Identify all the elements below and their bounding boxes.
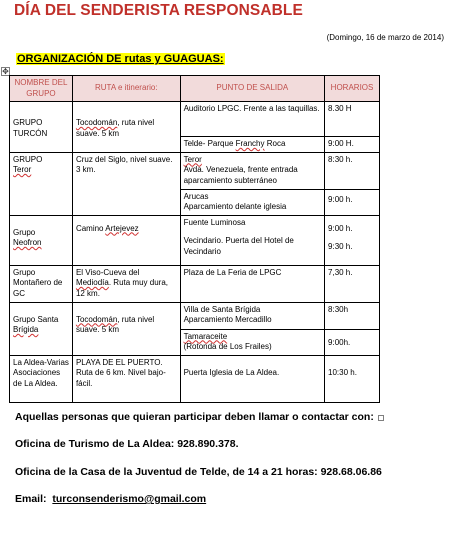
cell-time: 8.30 H [325,102,380,137]
table-resize-handle[interactable] [378,415,384,421]
cell-departure: Auditorio LPGC. Frente a las taquillas. [180,102,324,137]
cell-departure: Villa de Santa Brígida Aparcamiento Mercadillo [180,302,324,329]
cell-time: 8:30h [325,302,380,329]
cell-time: 9:00 h. 9:30 h. [325,215,380,265]
cell-route: Tocodomán, ruta nivel suave. 5 km [72,302,180,355]
header-group: NOMBRE DEL GRUPO [10,76,73,102]
cell-departure: Tamaraceite (Rotonda de Los Frailes) [180,329,324,355]
contact-tourism-office: Oficina de Turismo de La Aldea: 928.890.378. [15,438,239,450]
cell-group: GRUPO Teror [10,152,73,215]
cell-time: 9:00 h. [325,189,380,215]
cell-departure: Plaza de La Feria de LPGC [180,265,324,302]
contact-youth-house: Oficina de la Casa de la Juventud de Telde, de 14 a 21 horas: 928.68.06.86 [15,466,382,478]
table-row [10,215,380,265]
cell-departure: Fuente Luminosa Vecindario. Puerta del Hotel de Vecindario [180,215,324,265]
cell-departure: Arucas Aparcamiento delante iglesia [180,189,324,215]
cell-group: Grupo Montañero de GC [10,265,73,302]
document-title: DÍA DEL SENDERISTA RESPONSABLE [14,2,303,19]
table-row [10,355,380,402]
table-row [10,102,380,137]
contact-email [15,493,206,505]
table-move-handle-icon[interactable]: ✥ [2,67,9,76]
cell-route: Camino Artejevez [72,215,180,265]
cell-time: 10:30 h. [325,355,380,402]
header-times: HORARIOS [325,76,380,102]
header-departure: PUNTO DE SALIDA [180,76,324,102]
cell-departure: Puerta Iglesia de La Aldea. [180,355,324,402]
table-row [10,152,380,189]
email-link[interactable]: turconsenderismo@gmail.com [52,493,207,505]
organization-heading: ORGANIZACIÓN DE rutas y GUAGUAS: [17,53,224,65]
contact-intro: Aquellas personas que quieran participar deben llamar o contactar con: [15,411,374,423]
cell-time: 9:00 H. [325,137,380,153]
schedule-table [9,75,380,403]
cell-time: 9:00h. [325,329,380,355]
header-route: RUTA e itinerario: [72,76,180,102]
table-row [10,302,380,329]
table-header-row [10,76,380,102]
cell-route: Cruz del Siglo, nivel suave. 3 km. [72,152,180,215]
event-date: (Domingo, 16 de marzo de 2014) [326,33,444,42]
cell-group: La Aldea-Varias Asociaciones de La Aldea. [10,355,73,402]
cell-time: 7,30 h. [325,265,380,302]
email-label: Email: [15,493,53,505]
cell-group: Grupo Neofron [10,215,73,265]
cell-group: Grupo Santa Brígida [10,302,73,355]
cell-route: PLAYA DE EL PUERTO. Ruta de 6 km. Nivel bajo-fácil. [72,355,180,402]
cell-route: Tocodomán, ruta nivel suave. 5 km [72,102,180,153]
cell-group: GRUPO TURCÓN [10,102,73,153]
cell-route: El Viso-Cueva del Mediodía. Ruta muy dura, 12 km. [72,265,180,302]
cell-departure: Teror Avda. Venezuela, frente entrada aparcamiento subterráneo [180,152,324,189]
table-row [10,265,380,302]
cell-departure: Telde- Parque Franchy Roca [180,137,324,153]
cell-time: 8:30 h. [325,152,380,189]
